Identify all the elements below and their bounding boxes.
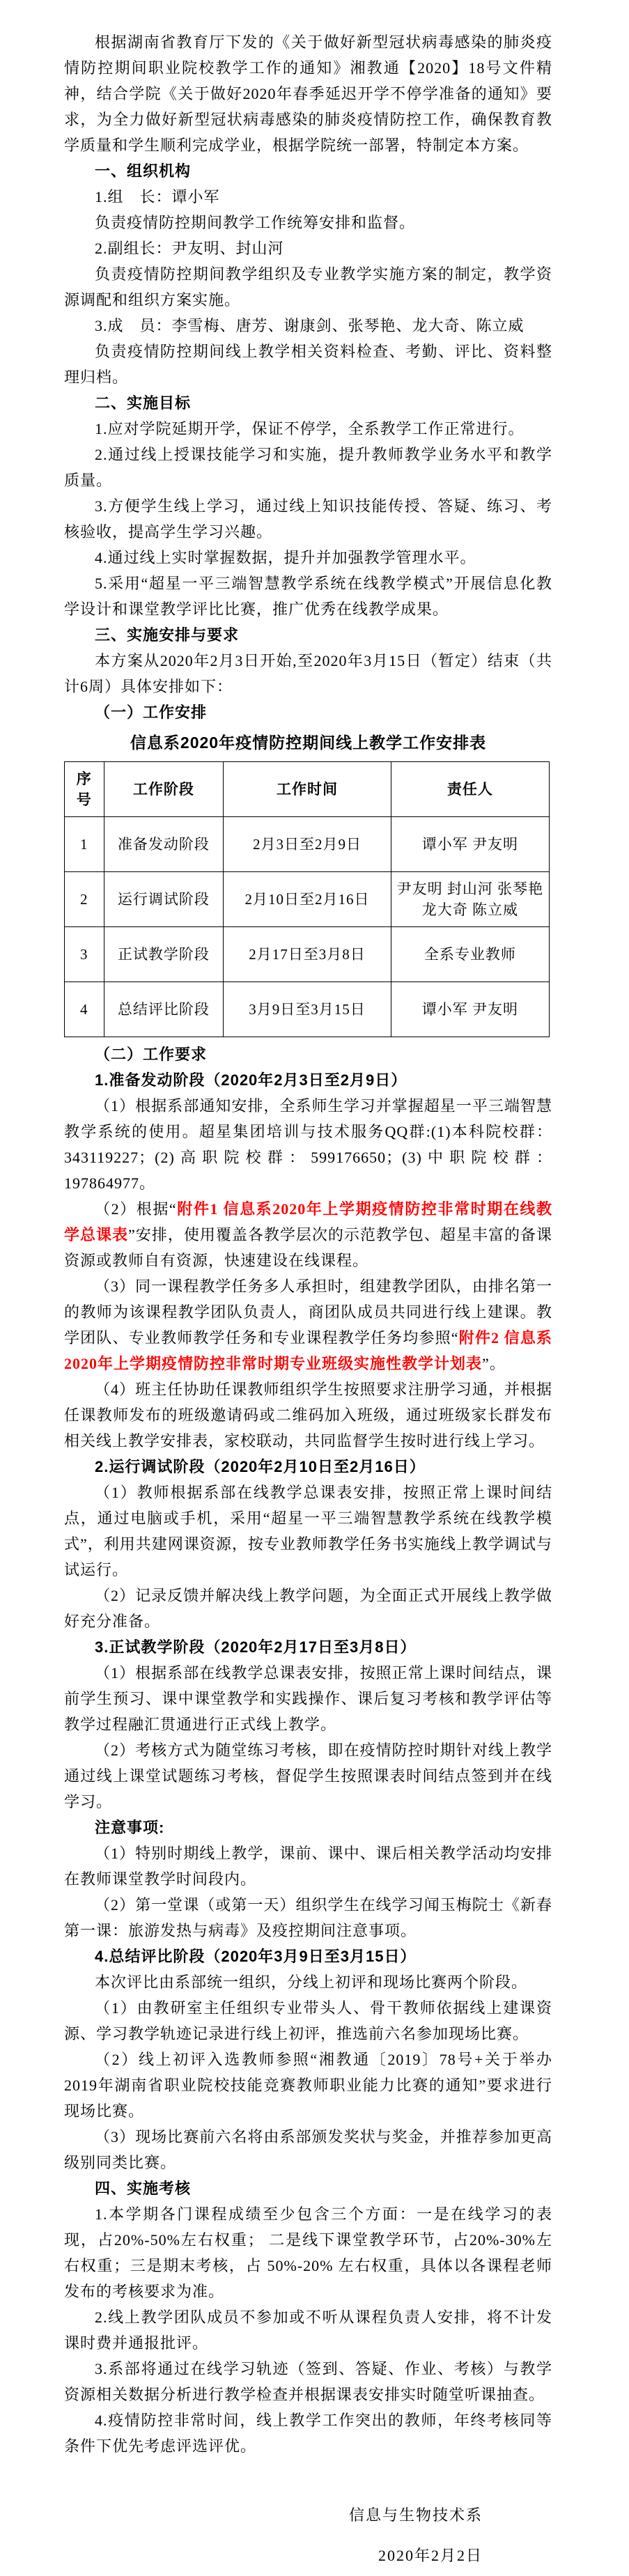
paragraph: 2.副组长：尹友明、封山河	[95, 240, 284, 257]
table-cell-stage: 总结评比阶段	[104, 982, 224, 1037]
table-header-resp: 责任人	[391, 762, 549, 817]
paragraph: 1.本学期各门课程成绩至少包含三个方面：一是在线学习的表现，占20%-50%左右权重； 二是线下课堂教学环节，占20%-30%左右权重；三是期末考核，占 50%-20% 左右权重，具体以各课程老师发布的考核要求为准。	[64, 2205, 552, 2300]
paragraph: 2.通过线上授课技能学习和实施，提升教师教学业务水平和教学质量。	[64, 446, 552, 489]
stage4-heading: 4.总结评比阶段（2020年3月9日至3月15日）	[95, 1948, 417, 1965]
signature-dept: 信息与生物技术系	[348, 2506, 483, 2524]
text-segment: （3）同一课程教学任务多人承担时，组建教学团队，由排名第一的教师为该课程教学团队负责人，商团队成员共同进行线上建课。教学团队、专业教师教学任务和专业课程教学任务均参照“	[64, 1278, 552, 1347]
paragraph: 5.采用“超星一平三端智慧教学系统在线教学模式”开展信息化教学设计和课堂教学评比比赛，推广优秀在线教学成果。	[64, 575, 552, 618]
table-row	[65, 817, 550, 872]
paragraph: 3.系部将通过在线学习轨迹（签到、答疑、作业、考核）与教学资源相关数据分析进行教学检查并根据课表安排实时随堂听课抽查。	[64, 2360, 552, 2403]
paragraph: 本次评比由系部统一组织，分线上初评和现场比赛两个阶段。	[95, 1973, 528, 1991]
paragraph: 本方案从2020年2月3日开始,至2020年3月15日（暂定）结束（共计6周）具体安排如下：	[64, 652, 552, 695]
paragraph: 1.应对学院延期开学，保证不停学，全系教学工作正常进行。	[95, 420, 525, 437]
table-cell-no: 2	[65, 872, 104, 927]
table-row	[65, 927, 550, 982]
paragraph: 负责疫情防控期间线上教学相关资料检查、考勤、评比、资料整理归档。	[64, 343, 552, 386]
paragraph: 1.组 长：谭小军	[95, 188, 220, 205]
signature-date: 2020年2月2日	[378, 2547, 483, 2564]
paragraph: （3）现场比赛前六名将由系部颁发奖状与奖金，并推荐参加更高级别同类比赛。	[64, 2128, 552, 2171]
attachment-2-highlight: 附件2 信息系2020年上学期疫情防控非常时期专业班级实施性教学计划表	[64, 1329, 552, 1372]
paragraph: 负责疫情防控期间教学工作统筹安排和监督。	[95, 214, 416, 231]
table-header-row	[65, 762, 550, 817]
schedule-table	[64, 761, 550, 1037]
paragraph: （1）根据系部在线教学总课表安排，按照正常上课时间结点，课前学生预习、课中课堂教学和实践操作、课后复习考核和教学评估等教学过程融汇贯通进行正式线上教学。	[64, 1664, 552, 1733]
table-cell-stage: 运行调试阶段	[104, 872, 224, 927]
table-cell-time: 3月9日至3月15日	[224, 982, 391, 1037]
table-cell-resp: 谭小军 尹友明	[391, 982, 549, 1037]
paragraph: （1）特别时期线上教学，课前、课中、课后相关教学活动均安排在教师课堂教学时间段内。	[64, 1845, 552, 1888]
table-header-stage: 工作阶段	[104, 762, 224, 817]
paragraph: （2）线上初评入选教师参照“湘教通〔2019〕78号+关于举办2019年湖南省职业院校技能竞赛教师职业能力比赛的通知”要求进行现场比赛。	[64, 2051, 552, 2120]
paragraph: （2）考核方式为随堂练习考核，即在疫情防控时期针对线上教学通过线上课堂试题练习考核，督促学生按照课表时间结点签到并在线学习。	[64, 1741, 552, 1810]
paragraph: 3.方便学生线上学习，通过线上知识技能传授、答疑、练习、考核验收，提高学生学习兴趣。	[64, 497, 552, 541]
table-row	[65, 982, 550, 1037]
paragraph: 4.疫情防控非常时间，线上教学工作突出的教师，年终考核同等条件下优先考虑评选评优。	[64, 2412, 552, 2455]
paragraph: 3.成 员：李雪梅、唐芳、谢康剑、张琴艳、龙大奇、陈立威	[95, 317, 525, 334]
paragraph: 4.通过线上实时掌握数据，提升并加强教学管理水平。	[95, 549, 476, 566]
paragraph: 负责疫情防控期间教学组织及专业教学实施方案的制定，教学资源调配和组织方案实施。	[64, 265, 552, 309]
text-segment: （2）根据“	[95, 1200, 177, 1218]
table-header-time: 工作时间	[224, 762, 391, 817]
table-cell-resp: 谭小军 尹友明	[391, 817, 549, 872]
paragraph: 2.线上教学团队成员不参加或不听从课程负责人安排，将不计发课时费并通报批评。	[64, 2309, 552, 2352]
stage2-heading: 2.运行调试阶段（2020年2月10日至2月16日）	[95, 1458, 426, 1475]
table-caption: 信息系2020年疫情防控期间线上教学工作安排表	[130, 734, 487, 752]
intro-paragraph: 根据湖南省教育厅下发的《关于做好新型冠状病毒感染的肺炎疫情防控期间职业院校教学工作的通知》湘教通【2020】18号文件精神，结合学院《关于做好2020年春季延迟开学不停学准备的通知》要求，为全力做好新型冠状病毒感染的肺炎疫情防控工作，确保教育教学质量和学生顺利完成学业，根据学院统一部署，特制定本方案。	[64, 33, 552, 154]
table-header-no: 序号	[65, 762, 104, 817]
paragraph: （1）由教研室主任组织专业带头人、骨干教师依据线上建课资源、学习教学轨迹记录进行线上初评，推选前六名参加现场比赛。	[64, 1999, 552, 2042]
signature-block	[64, 2495, 552, 2576]
table-cell-no: 1	[65, 817, 104, 872]
paragraph: （2）第一堂课（或第一天）组织学生在线学习闻玉梅院士《新春第一课：旅游发热与病毒》及疫控期间注意事项。	[64, 1896, 552, 1939]
table-cell-time: 2月3日至2月9日	[224, 817, 391, 872]
stage1-heading: 1.准备发动阶段（2020年2月3日至2月9日）	[95, 1071, 407, 1089]
table-cell-resp: 尹友明 封山河 张琴艳 龙大奇 陈立威	[391, 872, 549, 927]
table-cell-time: 2月10日至2月16日	[224, 872, 391, 927]
table-cell-time: 2月17日至3月8日	[224, 927, 391, 982]
paragraph: （2）记录反馈并解决线上教学问题，为全面正式开展线上教学做好充分准备。	[64, 1587, 552, 1630]
paragraph: （1）教师根据系部在线教学总课表安排，按照正常上课时间结点，通过电脑或手机，采用“超星一平三端智慧教学系统在线教学模式”，利用共建网课资源，按专业教师教学任务书实施线上教学调试与试运行。	[64, 1484, 552, 1578]
section-heading-4: 四、实施考核	[95, 2180, 192, 2197]
table-row	[65, 872, 550, 927]
paragraph: （4）班主任协助任课教师组织学生按照要求注册学习通，并根据任课教师发布的班级邀请码或二维码加入班级，通过班级家长群发布相关线上教学安排表，家校联动，共同监督学生按时进行线上学习。	[64, 1381, 552, 1450]
table-cell-no: 3	[65, 927, 104, 982]
section-heading-2: 二、实施目标	[95, 394, 192, 412]
table-cell-stage: 正试教学阶段	[104, 927, 224, 982]
subsection-heading-work-arrangement: （一）工作安排	[95, 704, 208, 721]
table-cell-no: 4	[65, 982, 104, 1037]
section-heading-3: 三、实施安排与要求	[95, 626, 240, 644]
table-cell-resp: 全系专业教师	[391, 927, 549, 982]
text-segment: ”安排，使用覆盖各教学层次的示范教学包、超星丰富的备课资源或教师自有资源，快速建设在线课程。	[64, 1226, 552, 1269]
section-heading-1: 一、组织机构	[95, 162, 192, 180]
subsection-heading-work-requirements: （二）工作要求	[95, 1046, 208, 1063]
table-cell-stage: 准备发动阶段	[104, 817, 224, 872]
paragraph: （1）根据系部通知安排，全系师生学习并掌握超星一平三端智慧教学系统的使用。超星集团培训与技术服务QQ群:(1)本科院校群：343119227；(2)高职院校群：599176650；(3)中职院校群：197864977。	[64, 1097, 552, 1192]
stage3-heading: 3.正试教学阶段（2020年2月17日至3月8日）	[95, 1638, 417, 1656]
notes-heading: 注意事项:	[95, 1819, 165, 1836]
text-segment: ”。	[482, 1355, 506, 1372]
paragraph-with-attachment-2	[64, 1273, 552, 1376]
paragraph-with-attachment-1	[64, 1196, 552, 1273]
attachment-1-highlight: 附件1 信息系2020年上学期疫情防控非常时期在线教学总课表	[64, 1200, 552, 1243]
